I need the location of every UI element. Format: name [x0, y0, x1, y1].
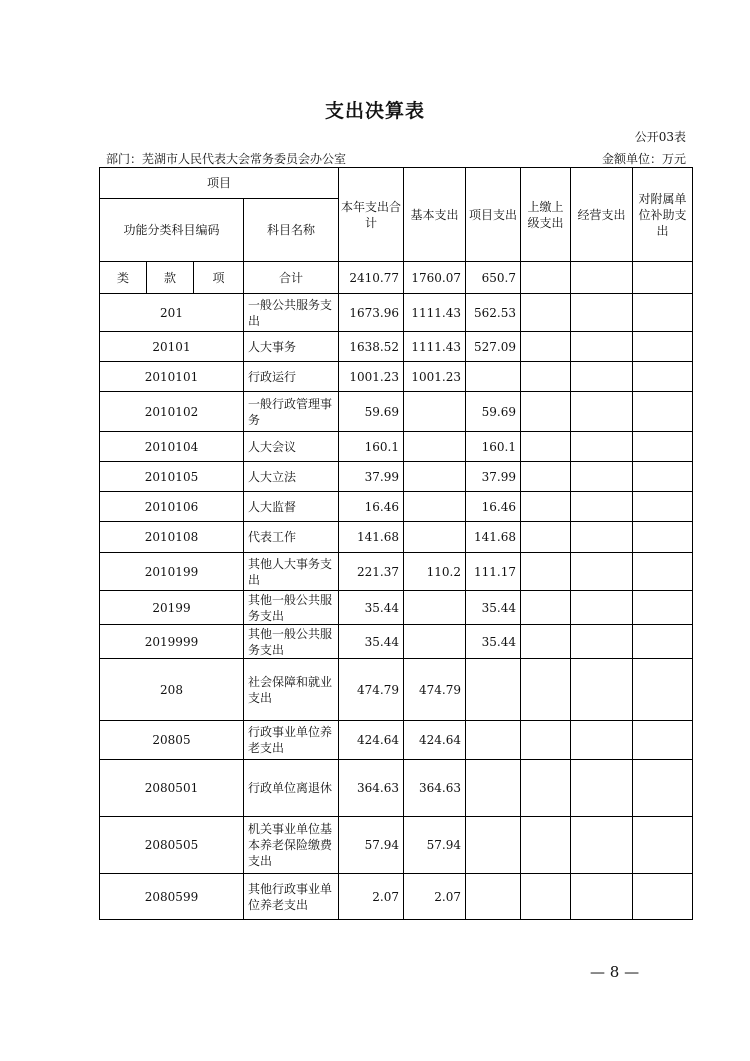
- row-basic: [404, 625, 466, 659]
- table-row: [100, 659, 693, 721]
- summary-upper: [521, 262, 571, 294]
- row-business: [571, 392, 633, 432]
- row-upper: [521, 874, 571, 920]
- summary-subsidy: [633, 262, 693, 294]
- row-total: 2.07: [339, 874, 404, 920]
- row-name: 其他人大事务支出: [244, 553, 339, 591]
- row-name: 行政运行: [244, 362, 339, 392]
- row-upper: [521, 625, 571, 659]
- row-business: [571, 721, 633, 760]
- row-total: 424.64: [339, 721, 404, 760]
- row-project: 35.44: [466, 591, 521, 625]
- summary-business: [571, 262, 633, 294]
- table-row: [100, 625, 693, 659]
- row-total: 16.46: [339, 492, 404, 522]
- row-total: 1638.52: [339, 332, 404, 362]
- row-business: [571, 362, 633, 392]
- row-subsidy: [633, 721, 693, 760]
- row-total: 1001.23: [339, 362, 404, 392]
- row-upper: [521, 462, 571, 492]
- row-basic: 57.94: [404, 817, 466, 874]
- row-subsidy: [633, 332, 693, 362]
- table-row: [100, 553, 693, 591]
- row-name: 其他一般公共服务支出: [244, 591, 339, 625]
- table-row: [100, 462, 693, 492]
- row-project: 160.1: [466, 432, 521, 462]
- summary-basic: 1760.07: [404, 262, 466, 294]
- row-code: 201: [100, 294, 244, 332]
- row-upper: [521, 294, 571, 332]
- department-label: 部门：芜湖市人民代表大会常务委员会办公室: [106, 152, 347, 166]
- header-business: 经营支出: [571, 168, 633, 262]
- row-total: 474.79: [339, 659, 404, 721]
- table-row: [100, 432, 693, 462]
- table-row: [100, 591, 693, 625]
- row-upper: [521, 659, 571, 721]
- row-upper: [521, 362, 571, 392]
- row-basic: 474.79: [404, 659, 466, 721]
- header-kuan: 款: [147, 262, 194, 294]
- table-row: [100, 362, 693, 392]
- row-basic: [404, 432, 466, 462]
- row-subsidy: [633, 591, 693, 625]
- row-total: 59.69: [339, 392, 404, 432]
- row-business: [571, 522, 633, 553]
- row-subsidy: [633, 294, 693, 332]
- row-basic: 1111.43: [404, 294, 466, 332]
- row-subsidy: [633, 553, 693, 591]
- row-name: 人大事务: [244, 332, 339, 362]
- row-subsidy: [633, 760, 693, 817]
- row-code: 20101: [100, 332, 244, 362]
- row-name: 一般行政管理事务: [244, 392, 339, 432]
- header-code: 功能分类科目编码: [100, 199, 244, 262]
- row-business: [571, 659, 633, 721]
- row-code: 2010108: [100, 522, 244, 553]
- row-project: 59.69: [466, 392, 521, 432]
- row-subsidy: [633, 362, 693, 392]
- row-business: [571, 874, 633, 920]
- expenditure-table: [99, 167, 693, 920]
- row-upper: [521, 553, 571, 591]
- row-total: 364.63: [339, 760, 404, 817]
- row-name: 其他行政事业单位养老支出: [244, 874, 339, 920]
- table-number: 公开03表: [634, 130, 686, 144]
- row-name: 代表工作: [244, 522, 339, 553]
- row-project: 111.17: [466, 553, 521, 591]
- row-business: [571, 625, 633, 659]
- row-project: 16.46: [466, 492, 521, 522]
- row-basic: [404, 591, 466, 625]
- row-code: 2010106: [100, 492, 244, 522]
- row-upper: [521, 432, 571, 462]
- row-name: 一般公共服务支出: [244, 294, 339, 332]
- row-upper: [521, 817, 571, 874]
- page-number: — 8 —: [590, 963, 640, 981]
- row-basic: 110.2: [404, 553, 466, 591]
- row-upper: [521, 522, 571, 553]
- header-lei: 类: [100, 262, 147, 294]
- header-row-1: [100, 168, 693, 199]
- row-project: [466, 362, 521, 392]
- row-upper: [521, 332, 571, 362]
- header-total: 本年支出合计: [339, 168, 404, 262]
- summary-row: [100, 262, 693, 294]
- row-basic: 1111.43: [404, 332, 466, 362]
- row-project: [466, 760, 521, 817]
- row-subsidy: [633, 462, 693, 492]
- row-project: 37.99: [466, 462, 521, 492]
- row-name: 社会保障和就业支出: [244, 659, 339, 721]
- row-code: 2080501: [100, 760, 244, 817]
- table-row: [100, 817, 693, 874]
- row-project: [466, 659, 521, 721]
- row-upper: [521, 591, 571, 625]
- table-row: [100, 492, 693, 522]
- row-code: 2010105: [100, 462, 244, 492]
- row-business: [571, 817, 633, 874]
- row-upper: [521, 760, 571, 817]
- table-row: [100, 294, 693, 332]
- row-upper: [521, 392, 571, 432]
- table-row: [100, 721, 693, 760]
- row-code: 2010101: [100, 362, 244, 392]
- header-upper: 上缴上级支出: [521, 168, 571, 262]
- row-total: 35.44: [339, 625, 404, 659]
- row-name: 人大立法: [244, 462, 339, 492]
- row-subsidy: [633, 625, 693, 659]
- row-total: 37.99: [339, 462, 404, 492]
- row-business: [571, 760, 633, 817]
- row-business: [571, 553, 633, 591]
- row-total: 35.44: [339, 591, 404, 625]
- row-upper: [521, 492, 571, 522]
- row-basic: 2.07: [404, 874, 466, 920]
- header-project: 项目支出: [466, 168, 521, 262]
- row-project: [466, 721, 521, 760]
- row-business: [571, 432, 633, 462]
- row-subsidy: [633, 432, 693, 462]
- row-basic: [404, 392, 466, 432]
- row-name: 行政事业单位养老支出: [244, 721, 339, 760]
- header-name: 科目名称: [244, 199, 339, 262]
- row-total: 57.94: [339, 817, 404, 874]
- row-code: 20199: [100, 591, 244, 625]
- row-name: 其他一般公共服务支出: [244, 625, 339, 659]
- row-total: 160.1: [339, 432, 404, 462]
- row-basic: [404, 492, 466, 522]
- row-subsidy: [633, 492, 693, 522]
- row-code: 2019999: [100, 625, 244, 659]
- row-subsidy: [633, 874, 693, 920]
- row-code: 2080599: [100, 874, 244, 920]
- row-business: [571, 332, 633, 362]
- row-code: 2010199: [100, 553, 244, 591]
- row-subsidy: [633, 659, 693, 721]
- row-project: 562.53: [466, 294, 521, 332]
- row-total: 1673.96: [339, 294, 404, 332]
- table-row: [100, 760, 693, 817]
- row-project: 35.44: [466, 625, 521, 659]
- row-code: 20805: [100, 721, 244, 760]
- table-row: [100, 874, 693, 920]
- summary-total: 2410.77: [339, 262, 404, 294]
- header-xiangmu: 项目: [100, 168, 339, 199]
- row-business: [571, 294, 633, 332]
- row-basic: 1001.23: [404, 362, 466, 392]
- table-row: [100, 522, 693, 553]
- row-business: [571, 462, 633, 492]
- row-project: [466, 817, 521, 874]
- row-subsidy: [633, 817, 693, 874]
- table-row: [100, 332, 693, 362]
- row-code: 2010104: [100, 432, 244, 462]
- row-basic: [404, 462, 466, 492]
- header-xiang: 项: [194, 262, 244, 294]
- row-name: 行政单位离退休: [244, 760, 339, 817]
- row-subsidy: [633, 392, 693, 432]
- row-project: 141.68: [466, 522, 521, 553]
- row-basic: 364.63: [404, 760, 466, 817]
- row-business: [571, 492, 633, 522]
- amount-unit-label: 金额单位：万元: [601, 152, 686, 166]
- row-code: 2080505: [100, 817, 244, 874]
- row-basic: [404, 522, 466, 553]
- row-subsidy: [633, 522, 693, 553]
- row-name: 人大监督: [244, 492, 339, 522]
- row-code: 208: [100, 659, 244, 721]
- row-name: 人大会议: [244, 432, 339, 462]
- summary-project: 650.7: [466, 262, 521, 294]
- table-row: [100, 392, 693, 432]
- row-basic: 424.64: [404, 721, 466, 760]
- row-name: 机关事业单位基本养老保险缴费支出: [244, 817, 339, 874]
- row-project: 527.09: [466, 332, 521, 362]
- page-title: 支出决算表: [324, 100, 425, 122]
- row-project: [466, 874, 521, 920]
- row-total: 221.37: [339, 553, 404, 591]
- row-business: [571, 591, 633, 625]
- summary-name: 合计: [244, 262, 339, 294]
- row-total: 141.68: [339, 522, 404, 553]
- header-subsidy: 对附属单位补助支出: [633, 168, 693, 262]
- row-code: 2010102: [100, 392, 244, 432]
- row-upper: [521, 721, 571, 760]
- header-basic: 基本支出: [404, 168, 466, 262]
